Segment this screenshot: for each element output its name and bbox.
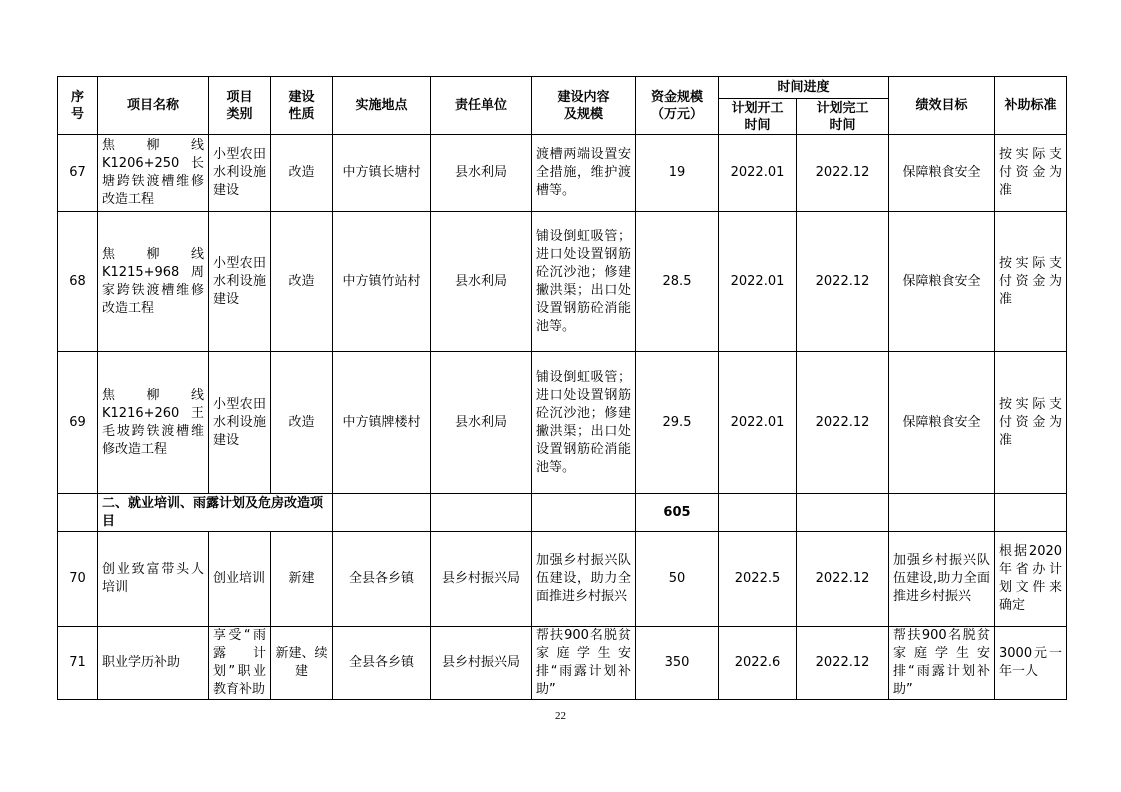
table-row xyxy=(58,532,1067,627)
section-empty-start xyxy=(719,494,797,532)
header-schedule: 时间进度 xyxy=(719,77,889,99)
row-subsidy: 3000元一年一人 xyxy=(995,627,1067,700)
row-funds: 28.5 xyxy=(636,212,719,352)
row-unit: 县乡村振兴局 xyxy=(431,627,532,700)
row-goal: 保障粮食安全 xyxy=(889,212,995,352)
row-funds: 350 xyxy=(636,627,719,700)
row-unit: 县水利局 xyxy=(431,212,532,352)
section-empty-content xyxy=(532,494,636,532)
row-start: 2022.6 xyxy=(719,627,797,700)
row-subsidy: 根据2020年省办计划文件来确定 xyxy=(995,532,1067,627)
row-location: 全县各乡镇 xyxy=(333,627,431,700)
table-row xyxy=(58,212,1067,352)
row-location: 中方镇长塘村 xyxy=(333,135,431,212)
section-empty-subsidy xyxy=(995,494,1067,532)
row-category: 小型农田水利设施建设 xyxy=(209,352,271,494)
row-name: 焦柳线K1215+968周家跨铁渡槽维修改造工程 xyxy=(98,212,209,352)
row-nature: 改造 xyxy=(271,352,333,494)
row-nature: 新建 xyxy=(271,532,333,627)
row-content: 渡槽两端设置安全措施，维护渡槽等。 xyxy=(532,135,636,212)
row-seq: 68 xyxy=(58,212,98,352)
header-seq: 序 号 xyxy=(58,77,98,135)
table-row xyxy=(58,627,1067,700)
row-seq: 67 xyxy=(58,135,98,212)
header-content: 建设内容 及规模 xyxy=(532,77,636,135)
row-content: 帮扶900名脱贫家庭学生安排“雨露计划补助” xyxy=(532,627,636,700)
row-subsidy: 按实际支付资金为准 xyxy=(995,352,1067,494)
row-name: 创业致富带头人培训 xyxy=(98,532,209,627)
header-subsidy: 补助标准 xyxy=(995,77,1067,135)
header-goal: 绩效目标 xyxy=(889,77,995,135)
project-table xyxy=(57,76,1067,700)
row-start: 2022.5 xyxy=(719,532,797,627)
row-subsidy: 按实际支付资金为准 xyxy=(995,135,1067,212)
header-location: 实施地点 xyxy=(333,77,431,135)
row-name: 职业学历补助 xyxy=(98,627,209,700)
row-goal: 保障粮食安全 xyxy=(889,352,995,494)
row-nature: 改造 xyxy=(271,135,333,212)
row-end: 2022.12 xyxy=(797,627,889,700)
section-empty-unit xyxy=(431,494,532,532)
row-location: 中方镇竹站村 xyxy=(333,212,431,352)
header-end: 计划完工 时间 xyxy=(797,99,889,135)
section-seq xyxy=(58,494,98,532)
row-goal: 加强乡村振兴队伍建设,助力全面推进乡村振兴 xyxy=(889,532,995,627)
row-name: 焦柳线K1216+260王毛坡跨铁渡槽维修改造工程 xyxy=(98,352,209,494)
section-empty-goal xyxy=(889,494,995,532)
row-location: 全县各乡镇 xyxy=(333,532,431,627)
row-funds: 29.5 xyxy=(636,352,719,494)
row-start: 2022.01 xyxy=(719,352,797,494)
row-seq: 71 xyxy=(58,627,98,700)
header-category: 项目 类别 xyxy=(209,77,271,135)
row-unit: 县水利局 xyxy=(431,352,532,494)
row-end: 2022.12 xyxy=(797,352,889,494)
row-category: 创业培训 xyxy=(209,532,271,627)
header-name: 项目名称 xyxy=(98,77,209,135)
header-funds: 资金规模 （万元） xyxy=(636,77,719,135)
row-unit: 县水利局 xyxy=(431,135,532,212)
table-row xyxy=(58,352,1067,494)
row-start: 2022.01 xyxy=(719,212,797,352)
header-start: 计划开工 时间 xyxy=(719,99,797,135)
row-nature: 新建、续建 xyxy=(271,627,333,700)
row-content: 铺设倒虹吸管；进口处设置钢筋砼沉沙池；修建撇洪渠；出口处设置钢筋砼消能池等。 xyxy=(532,212,636,352)
row-seq: 69 xyxy=(58,352,98,494)
section-empty-location xyxy=(333,494,431,532)
page-number: 22 xyxy=(555,710,566,722)
row-end: 2022.12 xyxy=(797,212,889,352)
row-location: 中方镇牌楼村 xyxy=(333,352,431,494)
row-end: 2022.12 xyxy=(797,135,889,212)
row-nature: 改造 xyxy=(271,212,333,352)
section-empty-end xyxy=(797,494,889,532)
row-category: 享受“雨露计划”职业教育补助 xyxy=(209,627,271,700)
row-unit: 县乡村振兴局 xyxy=(431,532,532,627)
section-funds: 605 xyxy=(636,494,719,532)
table-row xyxy=(58,135,1067,212)
row-seq: 70 xyxy=(58,532,98,627)
row-category: 小型农田水利设施建设 xyxy=(209,212,271,352)
row-funds: 50 xyxy=(636,532,719,627)
section-title: 二、就业培训、雨露计划及危房改造项目 xyxy=(98,494,333,532)
header-unit: 责任单位 xyxy=(431,77,532,135)
row-goal: 保障粮食安全 xyxy=(889,135,995,212)
row-start: 2022.01 xyxy=(719,135,797,212)
row-funds: 19 xyxy=(636,135,719,212)
section-row xyxy=(58,494,1067,532)
row-content: 铺设倒虹吸管；进口处设置钢筋砼沉沙池；修建撇洪渠；出口处设置钢筋砼消能池等。 xyxy=(532,352,636,494)
row-end: 2022.12 xyxy=(797,532,889,627)
row-goal: 帮扶900名脱贫家庭学生安排“雨露计划补助” xyxy=(889,627,995,700)
row-subsidy: 按实际支付资金为准 xyxy=(995,212,1067,352)
row-category: 小型农田水利设施建设 xyxy=(209,135,271,212)
header-row-1 xyxy=(58,77,1067,99)
row-name: 焦柳线K1206+250长塘跨铁渡槽维修改造工程 xyxy=(98,135,209,212)
row-content: 加强乡村振兴队伍建设，助力全面推进乡村振兴 xyxy=(532,532,636,627)
header-nature: 建设 性质 xyxy=(271,77,333,135)
